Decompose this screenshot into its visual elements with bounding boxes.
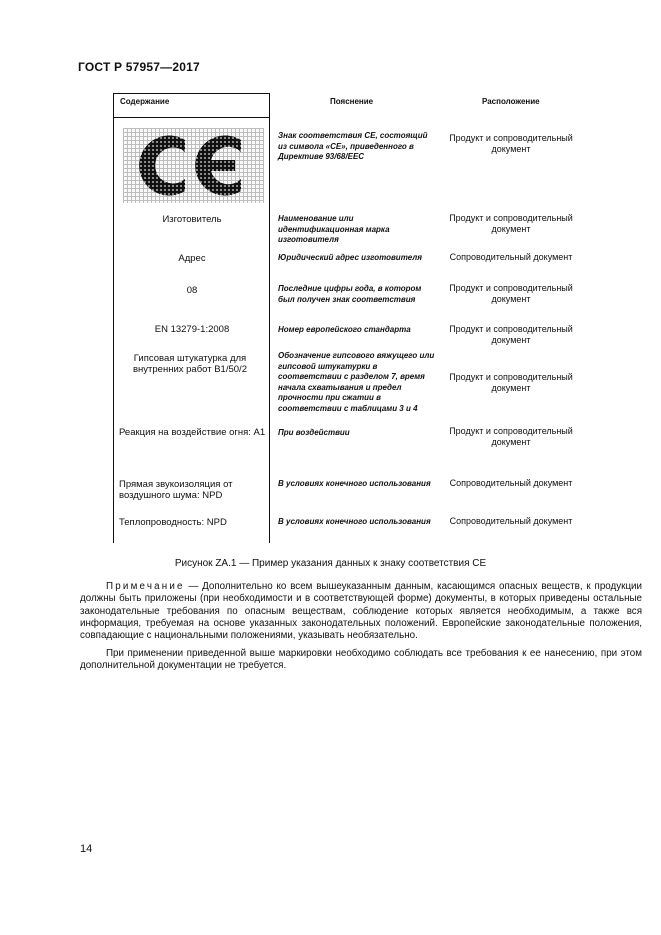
row-7-placement: Продукт и сопроводительный документ [449,426,573,447]
row-1-placement: Продукт и сопроводительный документ [449,133,573,154]
row-2-placement: Продукт и сопроводительный документ [449,213,573,234]
doc-code: ГОСТ Р 57957—2017 [78,60,200,74]
row-5-explanation: Номер европейского стандарта [278,325,411,334]
row-7-explanation: При воздействии [278,428,350,437]
note-paragraph [80,581,642,642]
row-9-placement: Сопроводительный документ [449,516,573,526]
row-1-explanation: Знак соответствия СЕ, состоящий из символа «СЕ», приведенного в Директиве 93/68/ЕЕС [278,131,428,161]
row-3-placement: Сопроводительный документ [449,252,573,262]
header-explanation: Пояснение [330,97,374,106]
row-2-explanation: Наименование или идентификационная марка изготовителя [278,214,390,244]
row-8-content: Прямая звукоизоляция от воздушного шума: NPD [119,479,233,501]
header-content: Содержание [120,97,170,106]
row-3-explanation: Юридический адрес изготовителя [278,253,422,262]
note-text: — Дополнительно ко всем вышеуказанным данным, касающимся опасных веществ, к продукции должны быть приложены (при необходимости и в соответствующей форме) документы, в которых приведены остальные законодательные требования по опасным веществам, соблюдение которых является необходимым, а также вся информация, требуемая на основе указанных законодательных положений. Европейские законодательные положения, совпадающие с национальными положениями, указывать необязательно. [80,581,642,642]
row-7-content: Реакция на воздействие огня: А1 [119,427,266,438]
row-4-placement: Продукт и сопроводительный документ [449,283,573,304]
row-6-content: Гипсовая штукатурка для внутренних работ В1/50/2 [133,353,247,375]
row-6-explanation: Обозначение гипсового вяжущего или гипсовой штукатурки в соответствии с разделом 7, время начала схватывания и предел прочности при сжатии в соответствии с таблицами 3 и 4 [278,351,435,413]
page-number: 14 [80,843,93,855]
row-5-placement: Продукт и сопроводительный документ [449,324,573,345]
note-label: Примечание [106,581,185,592]
row-4-explanation: Последние цифры года, в котором был получен знак соответствия [278,284,422,304]
row-5-content: EN 13279-1:2008 [154,324,230,335]
figure-caption: Рисунок ZA.1 — Пример указания данных к знаку соответствия СЕ [174,558,487,569]
row-4-content: 08 [186,285,198,296]
header-placement: Расположение [482,97,540,106]
ce-mark-icon [123,128,264,203]
row-2-content: Изготовитель [162,214,222,225]
row-8-explanation: В условиях конечного использования [278,479,431,488]
row-9-content: Теплопроводность: NPD [119,517,227,528]
row-6-placement: Продукт и сопроводительный документ [449,372,573,393]
table-header-divider [113,117,270,118]
row-9-explanation: В условиях конечного использования [278,517,431,526]
body-paragraph: При применении приведенной выше маркировки необходимо соблюдать все требования к ее нанесению, при этом дополнительной документации не требуется. [80,648,642,672]
row-3-content: Адрес [178,253,206,264]
row-8-placement: Сопроводительный документ [449,478,573,488]
